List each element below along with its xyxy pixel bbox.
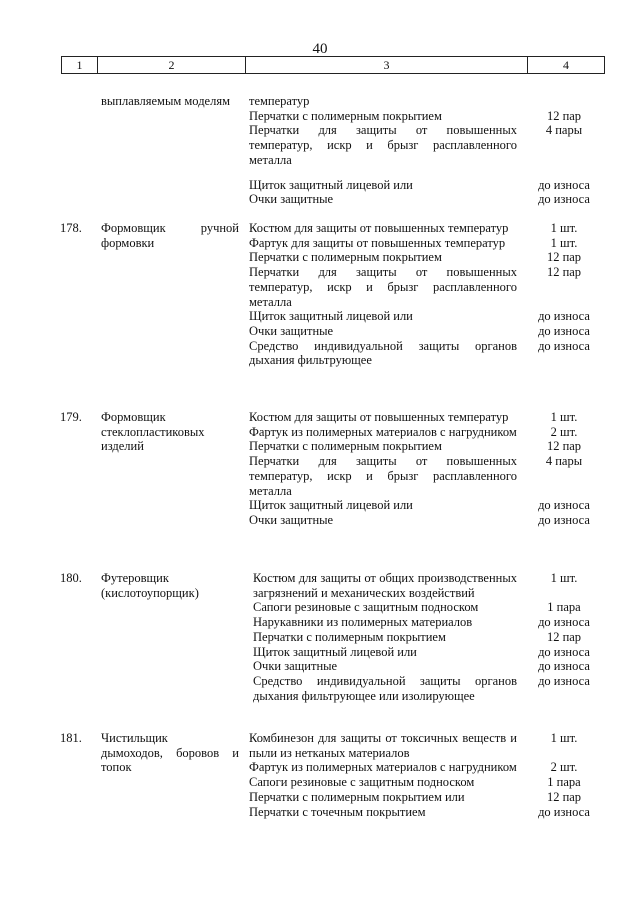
profession-line: Формовщик ручной	[101, 221, 239, 235]
ppe-item	[249, 789, 582, 805]
ppe-item	[253, 615, 590, 630]
header-col-4: 4	[563, 58, 569, 72]
ppe-name: Очки защитные	[253, 659, 338, 674]
ppe-name: Комбинезон для защиты от токсичных веществ и пыли из нетканых материалов	[249, 731, 517, 760]
ppe-item	[249, 309, 590, 324]
header-col-3: 3	[246, 57, 528, 73]
ppe-item	[249, 250, 582, 265]
ppe-quantity: до износа	[538, 615, 590, 630]
ppe-item	[249, 424, 578, 440]
ppe-name: Перчатки с полимерным покрытием	[249, 250, 442, 265]
profession-line: стеклопластиковых	[101, 424, 205, 439]
ppe-item	[249, 338, 590, 368]
ppe-name: Щиток защитный лицевой или	[253, 644, 417, 659]
ppe-name: Перчатки для защиты от повышенных температур, искр и брызг расплавленного металла	[249, 123, 517, 167]
ppe-item	[249, 731, 578, 760]
ppe-item	[249, 94, 517, 109]
ppe-name: Перчатки для защиты от повышенных температур, искр и брызг расплавленного металла	[249, 454, 517, 498]
ppe-item	[253, 600, 581, 615]
ppe-quantity: до износа	[538, 309, 590, 324]
ppe-quantity: 12 пар	[546, 265, 582, 280]
ppe-name: Нарукавники из полимерных материалов	[253, 615, 473, 630]
ppe-quantity: 1 шт.	[550, 571, 578, 585]
profession	[101, 571, 239, 600]
ppe-quantity: 4 пары	[545, 454, 583, 469]
ppe-name: Средство индивидуальной защиты органов дыхания фильтрующее или изолирующее	[253, 673, 517, 703]
ppe-item	[249, 108, 582, 124]
ppe-quantity: до износа	[538, 512, 590, 527]
ppe-quantity: 12 пар	[546, 789, 582, 804]
ppe-quantity: 1 шт.	[550, 410, 578, 424]
ppe-name: Перчатки с полимерным покрытием или	[249, 789, 465, 804]
profession-line: изделий	[101, 439, 144, 454]
ppe-quantity: до износа	[538, 177, 590, 192]
ppe-name: Перчатки для защиты от повышенных температур, искр и брызг расплавленного металла	[249, 265, 517, 309]
header-col-2: 2	[98, 57, 246, 73]
ppe-name: Очки защитные	[249, 192, 334, 207]
ppe-quantity: до износа	[538, 659, 590, 674]
ppe-item	[249, 454, 583, 498]
profession	[101, 410, 239, 454]
ppe-name: Очки защитные	[249, 323, 334, 338]
ppe-quantity: 2 шт.	[550, 424, 578, 439]
ppe-name: температур	[249, 94, 310, 108]
ppe-quantity: 1 шт.	[550, 221, 578, 235]
ppe-item	[249, 498, 590, 513]
ppe-name: Средство индивидуальной защиты органов дыхания фильтрующее	[249, 338, 517, 368]
ppe-name: Щиток защитный лицевой или	[249, 309, 413, 324]
profession: выплавляемым моделям	[101, 94, 230, 108]
ppe-name: Сапоги резиновые с защитным подноском	[253, 600, 479, 615]
ppe-item	[249, 123, 583, 167]
ppe-quantity: до износа	[538, 673, 590, 688]
ppe-quantity: 2 шт.	[550, 760, 578, 775]
ppe-quantity: до износа	[538, 644, 590, 659]
ppe-item	[249, 235, 578, 251]
profession-line: Чистильщик	[101, 731, 168, 745]
ppe-quantity: 1 шт.	[550, 731, 578, 745]
ppe-name: Очки защитные	[249, 512, 334, 527]
ppe-item	[249, 192, 590, 207]
ppe-quantity: 12 пар	[546, 250, 582, 265]
ppe-name: Щиток защитный лицевой или	[249, 498, 413, 513]
ppe-list	[253, 571, 590, 703]
ppe-quantity: 1 пара	[547, 775, 581, 790]
ppe-name: Перчатки с точечным покрытием	[249, 804, 426, 819]
row-number: 181.	[60, 731, 82, 745]
ppe-item	[249, 177, 590, 193]
ppe-item	[249, 804, 590, 820]
profession-line: топок	[101, 760, 132, 775]
row-number: 179.	[60, 410, 82, 424]
ppe-list	[249, 221, 590, 368]
profession-line: Формовщик	[101, 410, 166, 424]
profession	[101, 731, 239, 775]
ppe-name: Перчатки с полимерным покрытием	[249, 439, 442, 454]
ppe-item	[249, 323, 590, 339]
ppe-quantity: 12 пар	[546, 439, 582, 454]
ppe-quantity: до износа	[538, 323, 590, 338]
profession-line: Футеровщик	[101, 571, 169, 585]
ppe-name: Сапоги резиновые с защитным подноском	[249, 775, 475, 790]
ppe-quantity: 12 пар	[546, 629, 582, 644]
ppe-item	[249, 410, 578, 425]
ppe-item	[253, 629, 582, 645]
ppe-item	[253, 659, 590, 674]
ppe-item	[253, 673, 590, 703]
ppe-list	[249, 94, 590, 207]
ppe-name: Фартук из полимерных материалов с нагрудником	[249, 760, 517, 775]
page-number: 40	[312, 41, 328, 57]
ppe-quantity: до износа	[538, 338, 590, 353]
profession	[101, 221, 239, 250]
ppe-item	[253, 644, 590, 660]
ppe-item	[253, 571, 578, 600]
profession-line: формовки	[101, 235, 155, 250]
ppe-quantity: 1 шт.	[550, 235, 578, 250]
ppe-list	[249, 410, 590, 528]
ppe-item	[249, 265, 582, 309]
ppe-name: Щиток защитный лицевой или	[249, 177, 413, 192]
ppe-quantity: 1 пара	[547, 600, 581, 615]
row-number: 180.	[60, 571, 82, 585]
ppe-quantity: до износа	[538, 192, 590, 207]
ppe-item	[249, 221, 578, 236]
ppe-name: Фартук для защиты от повышенных температур	[249, 235, 506, 250]
ppe-name: Костюм для защиты от общих производственных загрязнений и механических воздействий	[253, 571, 517, 600]
profession-line: (кислотоупорщик)	[101, 585, 199, 600]
profession-line: дымоходов, боровов и	[101, 745, 239, 760]
ppe-item	[249, 512, 590, 528]
ppe-name: Фартук из полимерных материалов с нагрудником	[249, 424, 517, 439]
ppe-item	[249, 775, 581, 790]
ppe-name: Костюм для защиты от повышенных температур	[249, 410, 509, 424]
ppe-quantity: 12 пар	[546, 108, 582, 123]
ppe-item	[249, 439, 582, 454]
ppe-name: Костюм для защиты от повышенных температур	[249, 221, 509, 235]
ppe-quantity: 4 пары	[545, 123, 583, 138]
header-col-1: 1	[62, 57, 98, 73]
ppe-quantity: до износа	[538, 804, 590, 819]
table-header	[61, 56, 605, 74]
ppe-list	[249, 731, 590, 819]
ppe-item	[249, 760, 578, 775]
row-number: 178.	[60, 221, 82, 235]
ppe-name: Перчатки с полимерным покрытием	[249, 108, 442, 123]
ppe-quantity: до износа	[538, 498, 590, 513]
ppe-name: Перчатки с полимерным покрытием	[253, 629, 446, 644]
